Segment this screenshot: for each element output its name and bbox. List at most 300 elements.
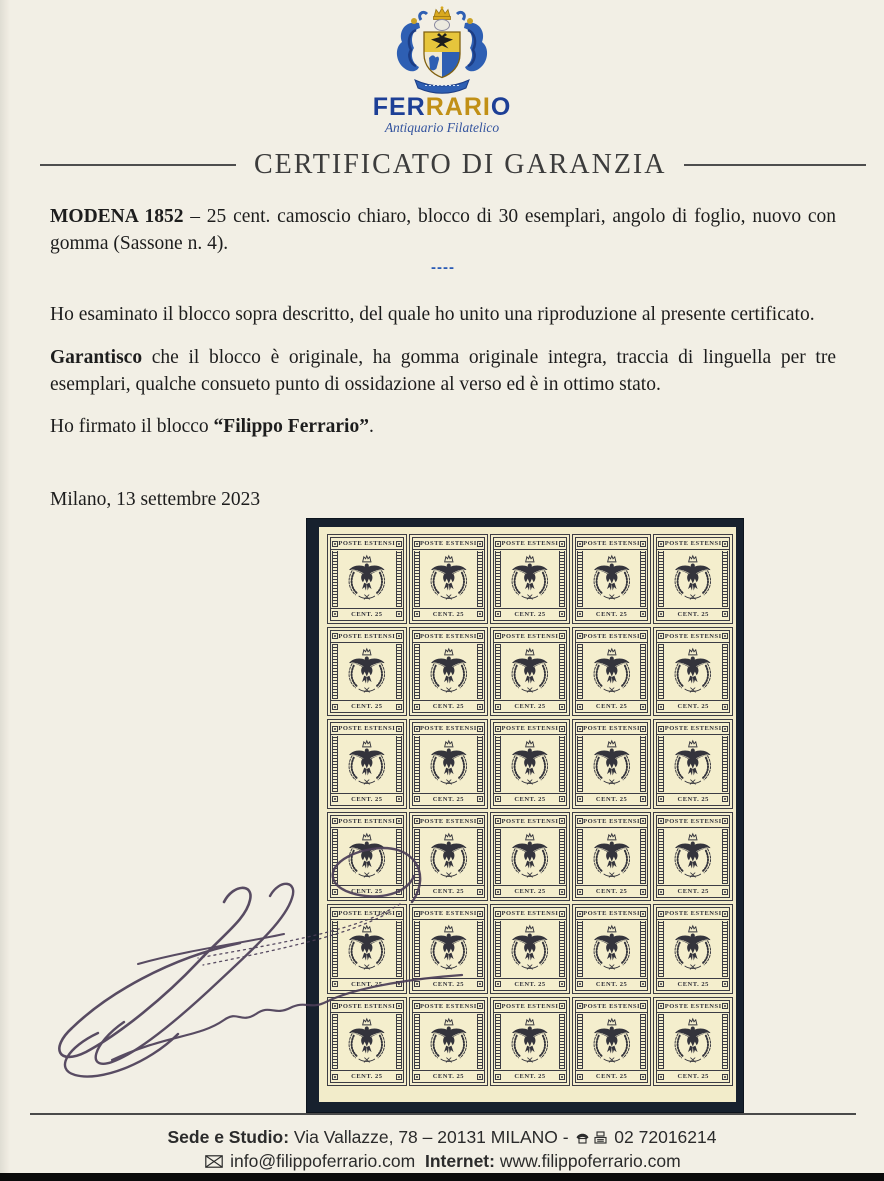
- title-rule-right: [684, 164, 866, 166]
- crowned-eagle-icon: [665, 643, 721, 701]
- stamp-frame: [493, 630, 567, 714]
- corner-ornament-icon: [559, 726, 565, 732]
- stamp-top-label: POSTE ESTENSI: [664, 632, 722, 640]
- stamp-value-label: CENT. 25: [432, 610, 465, 618]
- stamp-center: [331, 550, 403, 608]
- stamp-center: [657, 735, 729, 793]
- crowned-eagle-icon: [584, 1013, 640, 1071]
- stamp-top-label: POSTE ESTENSI: [501, 632, 559, 640]
- stamp-top-band: [494, 816, 566, 828]
- stamp-top-band: [494, 723, 566, 735]
- corner-ornament-icon: [722, 911, 728, 917]
- stamp-value-label: CENT. 25: [677, 610, 709, 618]
- crowned-eagle-icon: [665, 735, 721, 793]
- stamp: [490, 904, 570, 994]
- crowned-eagle-icon: [339, 735, 395, 793]
- corner-ornament-icon: [477, 818, 483, 824]
- corner-ornament-icon: [640, 1074, 646, 1080]
- stamp-center: [657, 550, 729, 608]
- stamp-frame: [656, 722, 730, 806]
- corner-ornament-icon: [559, 889, 565, 895]
- stamp-bottom-band: [576, 885, 648, 897]
- stamp-center: [331, 1013, 403, 1071]
- stamp-bottom-band: [413, 1070, 485, 1082]
- guarantee-keyword: Garantisco: [50, 347, 143, 368]
- stamp-frame: [656, 1000, 730, 1084]
- corner-ornament-icon: [396, 1003, 402, 1009]
- stamp-top-band: [331, 723, 403, 735]
- stamp-top-band: [576, 908, 648, 920]
- stamp-center: [657, 1013, 729, 1071]
- stamp-top-band: [576, 1001, 648, 1013]
- stamp: [490, 534, 570, 624]
- stamp-top-label: POSTE ESTENSI: [501, 725, 559, 732]
- stamp: [490, 719, 570, 809]
- guarantee-paragraph: [50, 344, 836, 398]
- stamp-bottom-band: [576, 978, 648, 990]
- stamp-center: [576, 920, 648, 978]
- stamp-value-label: CENT. 25: [514, 610, 546, 618]
- stamp: [572, 627, 652, 717]
- crowned-eagle-icon: [665, 1013, 721, 1071]
- stamp-center: [413, 1013, 485, 1071]
- corner-ornament-icon: [396, 1074, 402, 1080]
- stamp-top-label: POSTE ESTENSI: [338, 632, 396, 640]
- stamp-top-label: POSTE ESTENSI: [583, 817, 641, 825]
- stamp-value-label: CENT. 25: [432, 980, 465, 988]
- stamp: [572, 997, 652, 1087]
- crowned-eagle-icon: [502, 550, 558, 608]
- crowned-eagle-icon: [502, 920, 558, 978]
- stamp-center: [657, 828, 729, 886]
- stamp-frame: [493, 722, 567, 806]
- corner-ornament-icon: [559, 796, 565, 802]
- footer-email: info@filippoferrario.com: [230, 1151, 416, 1171]
- footer-rule: [30, 1113, 856, 1115]
- stamp-bottom-band: [576, 793, 648, 805]
- corner-ornament-icon: [477, 611, 483, 617]
- stamp-top-band: [331, 816, 403, 828]
- stamp-top-band: [494, 908, 566, 920]
- stamp-bottom-band: [413, 978, 485, 990]
- corner-ornament-icon: [396, 611, 402, 617]
- stamp: [327, 534, 407, 624]
- stamp-frame: [493, 815, 567, 899]
- corner-ornament-icon: [477, 889, 483, 895]
- brand-segment: FER: [372, 93, 426, 121]
- stamp-top-band: [657, 908, 729, 920]
- stamp-top-band: [331, 908, 403, 920]
- corner-ornament-icon: [559, 911, 565, 917]
- corner-ornament-icon: [559, 818, 565, 824]
- stamp-top-band: [331, 538, 403, 550]
- crowned-eagle-icon: [584, 550, 640, 608]
- stamp: [653, 904, 733, 994]
- footer-contact-line: [0, 1150, 884, 1172]
- stamp-center: [576, 550, 648, 608]
- title-rule-left: [40, 164, 236, 166]
- stamp-value-label: CENT. 25: [351, 980, 383, 988]
- stamp-top-band: [331, 631, 403, 643]
- stamp-value-label: CENT. 25: [432, 703, 465, 710]
- stamp-top-label: POSTE ESTENSI: [583, 540, 641, 547]
- stamp: [409, 534, 489, 624]
- stamp: [572, 812, 652, 902]
- corner-ornament-icon: [722, 541, 728, 547]
- guarantee-text: che il blocco è originale, ha gomma originale integra, traccia di linguella per tre esemplari, qualche consueto punto di ossidazione al verso ed è in ottimo stato.: [50, 347, 836, 395]
- stamp: [327, 904, 407, 994]
- corner-ornament-icon: [640, 981, 646, 987]
- corner-ornament-icon: [477, 541, 483, 547]
- stamp-center: [331, 920, 403, 978]
- stamp-top-label: POSTE ESTENSI: [419, 725, 477, 732]
- stamp-value-label: CENT. 25: [677, 703, 709, 710]
- stamp-bottom-band: [494, 1070, 566, 1082]
- stamp-frame: [330, 815, 404, 899]
- corner-ornament-icon: [640, 633, 646, 639]
- stamp-value-label: CENT. 25: [595, 980, 628, 988]
- stamp-top-label: POSTE ESTENSI: [338, 540, 396, 547]
- stamp-top-band: [657, 1001, 729, 1013]
- brand-segment: RARI: [425, 93, 491, 121]
- item-description: [50, 203, 836, 257]
- stamp-frame: [412, 537, 486, 621]
- stamp-value-label: CENT. 25: [677, 888, 709, 895]
- stamp-center: [576, 643, 648, 701]
- stamp-top-label: POSTE ESTENSI: [501, 817, 559, 825]
- stamp-bottom-band: [413, 608, 485, 620]
- crowned-eagle-icon: [339, 920, 395, 978]
- stamp-sheet: [319, 527, 736, 1102]
- stamp-top-label: POSTE ESTENSI: [419, 817, 477, 825]
- stamp-top-band: [413, 538, 485, 550]
- corner-ornament-icon: [722, 889, 728, 895]
- stamp-top-label: POSTE ESTENSI: [501, 540, 559, 547]
- stamp-top-label: POSTE ESTENSI: [664, 1002, 722, 1010]
- corner-ornament-icon: [640, 818, 646, 824]
- stamp-top-label: POSTE ESTENSI: [583, 910, 641, 917]
- scan-edge: [0, 1173, 884, 1181]
- stamp-value-label: CENT. 25: [595, 1073, 628, 1080]
- examined-paragraph: Ho esaminato il blocco sopra descritto, del quale ho unito una riproduzione al presente certificato.: [50, 304, 815, 325]
- crowned-eagle-icon: [421, 1013, 477, 1071]
- corner-ornament-icon: [640, 726, 646, 732]
- stamp: [490, 627, 570, 717]
- stamp-value-label: CENT. 25: [595, 610, 628, 618]
- crowned-eagle-icon: [502, 828, 558, 886]
- separator-dashes: ----: [431, 259, 455, 276]
- corner-ornament-icon: [559, 981, 565, 987]
- stamp-top-label: POSTE ESTENSI: [664, 817, 722, 825]
- corner-ornament-icon: [722, 633, 728, 639]
- stamp-center: [413, 643, 485, 701]
- corner-ornament-icon: [477, 1003, 483, 1009]
- stamp-top-band: [494, 631, 566, 643]
- corner-ornament-icon: [477, 726, 483, 732]
- stamp-value-label: CENT. 25: [351, 888, 383, 895]
- corner-ornament-icon: [559, 611, 565, 617]
- stamp-top-label: POSTE ESTENSI: [338, 725, 396, 732]
- stamp-top-band: [413, 908, 485, 920]
- shield: [424, 32, 460, 78]
- stamp-top-label: POSTE ESTENSI: [501, 1002, 559, 1010]
- phone-icon: [575, 1131, 590, 1144]
- stamp-top-band: [413, 723, 485, 735]
- stamp-frame: [412, 630, 486, 714]
- stamp-block-photo: [306, 518, 744, 1113]
- stamp-frame: [412, 907, 486, 991]
- item-description-text: – 25 cent. camoscio chiaro, blocco di 30 esemplari, angolo di foglio, nuovo con gomma (Sassone n. 4).: [50, 206, 836, 254]
- stamp-top-label: POSTE ESTENSI: [419, 910, 477, 917]
- stamp-frame: [493, 907, 567, 991]
- stamp-value-label: CENT. 25: [432, 1073, 465, 1080]
- stamp-bottom-band: [657, 1070, 729, 1082]
- page-title: CERTIFICATO DI GARANZIA: [254, 149, 667, 180]
- stamp-bottom-band: [413, 885, 485, 897]
- corner-ornament-icon: [640, 889, 646, 895]
- stamp-top-band: [576, 538, 648, 550]
- stamp-center: [576, 1013, 648, 1071]
- stamp-center: [494, 920, 566, 978]
- crowned-eagle-icon: [584, 828, 640, 886]
- stamp: [653, 627, 733, 717]
- stamp-bottom-band: [494, 793, 566, 805]
- stamp-top-band: [657, 631, 729, 643]
- stamp-bottom-band: [576, 1070, 648, 1082]
- stamp-bottom-band: [494, 608, 566, 620]
- stamp-bottom-band: [657, 978, 729, 990]
- signed-prefix: Ho firmato il blocco: [50, 416, 214, 437]
- stamp-frame: [330, 630, 404, 714]
- brand-wordmark: [0, 94, 884, 120]
- stamp-center: [494, 1013, 566, 1071]
- stamp: [490, 812, 570, 902]
- stamp-frame: [330, 722, 404, 806]
- stamp-center: [576, 828, 648, 886]
- crowned-eagle-icon: [584, 920, 640, 978]
- title-row: [0, 149, 884, 181]
- stamp-top-band: [657, 723, 729, 735]
- stamp-top-label: POSTE ESTENSI: [583, 725, 641, 732]
- stamp-top-label: POSTE ESTENSI: [338, 910, 396, 917]
- stamp: [653, 719, 733, 809]
- helmet: [435, 20, 450, 31]
- stamp-center: [494, 735, 566, 793]
- stamp-bottom-band: [413, 793, 485, 805]
- crowned-eagle-icon: [502, 643, 558, 701]
- stamp: [409, 812, 489, 902]
- crowned-eagle-icon: [421, 920, 477, 978]
- stamp-frame: [656, 630, 730, 714]
- stamp-value-label: CENT. 25: [514, 703, 546, 710]
- corner-ornament-icon: [640, 1003, 646, 1009]
- corner-ornament-icon: [477, 911, 483, 917]
- stamp-top-label: POSTE ESTENSI: [583, 632, 641, 640]
- stamp: [327, 812, 407, 902]
- crowned-eagle-icon: [502, 1013, 558, 1071]
- corner-ornament-icon: [640, 541, 646, 547]
- stamp-frame: [493, 1000, 567, 1084]
- stamp-value-label: CENT. 25: [432, 888, 465, 895]
- corner-ornament-icon: [396, 633, 402, 639]
- stamp-top-band: [413, 816, 485, 828]
- stamp-top-band: [657, 816, 729, 828]
- stamp-frame: [656, 815, 730, 899]
- corner-ornament-icon: [559, 704, 565, 710]
- stamp-top-band: [413, 631, 485, 643]
- crown: [434, 6, 451, 19]
- corner-ornament-icon: [396, 704, 402, 710]
- stamp: [653, 812, 733, 902]
- brand-subtitle: Antiquario Filatelico: [384, 120, 500, 135]
- stamp-top-label: POSTE ESTENSI: [419, 1002, 477, 1010]
- stamp-top-label: POSTE ESTENSI: [419, 540, 477, 547]
- stamp-center: [494, 550, 566, 608]
- corner-ornament-icon: [559, 541, 565, 547]
- stamp-frame: [330, 1000, 404, 1084]
- corner-ornament-icon: [396, 889, 402, 895]
- stamp: [327, 627, 407, 717]
- stamp-value-label: CENT. 25: [595, 888, 628, 895]
- stamp-bottom-band: [331, 1070, 403, 1082]
- stamp-bottom-band: [657, 700, 729, 712]
- corner-ornament-icon: [396, 796, 402, 802]
- corner-ornament-icon: [396, 726, 402, 732]
- stamp: [327, 719, 407, 809]
- stamp-center: [657, 643, 729, 701]
- corner-ornament-icon: [722, 611, 728, 617]
- stamp-center: [331, 735, 403, 793]
- stamp-frame: [575, 537, 649, 621]
- stamp-bottom-band: [494, 700, 566, 712]
- stamp-value-label: CENT. 25: [595, 703, 628, 710]
- stamp: [653, 997, 733, 1087]
- stamp-top-label: POSTE ESTENSI: [664, 725, 722, 732]
- corner-ornament-icon: [722, 981, 728, 987]
- stamp-top-label: POSTE ESTENSI: [583, 1002, 641, 1010]
- stamp: [409, 904, 489, 994]
- crowned-eagle-icon: [339, 643, 395, 701]
- corner-ornament-icon: [396, 911, 402, 917]
- stamp-top-label: POSTE ESTENSI: [664, 540, 722, 547]
- corner-ornament-icon: [722, 726, 728, 732]
- stamp: [409, 719, 489, 809]
- expert-name: “Filippo Ferrario”: [213, 416, 369, 437]
- corner-ornament-icon: [640, 704, 646, 710]
- crowned-eagle-icon: [665, 550, 721, 608]
- corner-ornament-icon: [640, 611, 646, 617]
- corner-ornament-icon: [396, 541, 402, 547]
- stamp-value-label: CENT. 25: [514, 795, 546, 803]
- footer-address-text: Via Vallazze, 78 – 20131 MILANO -: [289, 1127, 574, 1147]
- stamp-frame: [412, 1000, 486, 1084]
- corner-ornament-icon: [722, 704, 728, 710]
- stamp: [409, 627, 489, 717]
- stamp-bottom-band: [413, 700, 485, 712]
- stamp-bottom-band: [331, 700, 403, 712]
- stamp-bottom-band: [331, 793, 403, 805]
- stamp-top-label: POSTE ESTENSI: [419, 632, 477, 640]
- corner-ornament-icon: [477, 796, 483, 802]
- stamp-center: [331, 828, 403, 886]
- stamp-frame: [412, 722, 486, 806]
- footer-website: www.filippoferrario.com: [499, 1151, 681, 1171]
- corner-ornament-icon: [477, 1074, 483, 1080]
- stamp-frame: [575, 722, 649, 806]
- corner-ornament-icon: [640, 911, 646, 917]
- fax-icon: [594, 1131, 607, 1144]
- stamp-value-label: CENT. 25: [351, 703, 383, 710]
- stamp: [653, 534, 733, 624]
- stamp-value-label: CENT. 25: [677, 980, 709, 988]
- stamp-top-label: POSTE ESTENSI: [664, 910, 722, 917]
- brand-segment: O: [490, 93, 512, 121]
- stamp-value-label: CENT. 25: [677, 795, 709, 803]
- crowned-eagle-icon: [584, 643, 640, 701]
- stamp: [409, 997, 489, 1087]
- crowned-eagle-icon: [421, 643, 477, 701]
- crowned-eagle-icon: [421, 735, 477, 793]
- stamp-bottom-band: [494, 885, 566, 897]
- stamp: [572, 719, 652, 809]
- stamp-frame: [575, 815, 649, 899]
- stamp-bottom-band: [576, 608, 648, 620]
- stamp-center: [657, 920, 729, 978]
- stamp-value-label: CENT. 25: [677, 1073, 709, 1080]
- crowned-eagle-icon: [339, 550, 395, 608]
- corner-ornament-icon: [640, 796, 646, 802]
- stamp-center: [331, 643, 403, 701]
- crowned-eagle-icon: [339, 828, 395, 886]
- stamp-center: [494, 643, 566, 701]
- stamp: [572, 904, 652, 994]
- stamp-center: [413, 828, 485, 886]
- stamp-top-label: POSTE ESTENSI: [338, 1002, 396, 1010]
- stamp-top-label: POSTE ESTENSI: [501, 910, 559, 917]
- stamp-top-band: [657, 538, 729, 550]
- stamp-frame: [412, 815, 486, 899]
- corner-ornament-icon: [722, 818, 728, 824]
- certificate-body: [0, 203, 884, 511]
- corner-ornament-icon: [559, 1074, 565, 1080]
- stamp-value-label: CENT. 25: [351, 795, 383, 803]
- stamp-top-band: [494, 538, 566, 550]
- stamp-top-band: [331, 1001, 403, 1013]
- stamp-frame: [656, 907, 730, 991]
- stamp-frame: [575, 907, 649, 991]
- corner-ornament-icon: [396, 981, 402, 987]
- stamp-top-band: [413, 1001, 485, 1013]
- stamp-center: [413, 735, 485, 793]
- stamp-bottom-band: [494, 978, 566, 990]
- stamp-frame: [493, 537, 567, 621]
- stamp-value-label: CENT. 25: [514, 980, 546, 988]
- corner-ornament-icon: [559, 1003, 565, 1009]
- stamp-bottom-band: [657, 885, 729, 897]
- stamp-center: [576, 735, 648, 793]
- corner-ornament-icon: [722, 796, 728, 802]
- stamp: [327, 997, 407, 1087]
- stamp-value-label: CENT. 25: [514, 1073, 546, 1080]
- stamp-center: [413, 920, 485, 978]
- envelope-icon: [205, 1155, 223, 1168]
- footer-address-label: Sede e Studio:: [167, 1127, 290, 1147]
- corner-ornament-icon: [477, 981, 483, 987]
- stamp-top-band: [576, 723, 648, 735]
- corner-ornament-icon: [477, 704, 483, 710]
- corner-ornament-icon: [477, 633, 483, 639]
- footer-phone-number: 02 72016214: [614, 1127, 717, 1147]
